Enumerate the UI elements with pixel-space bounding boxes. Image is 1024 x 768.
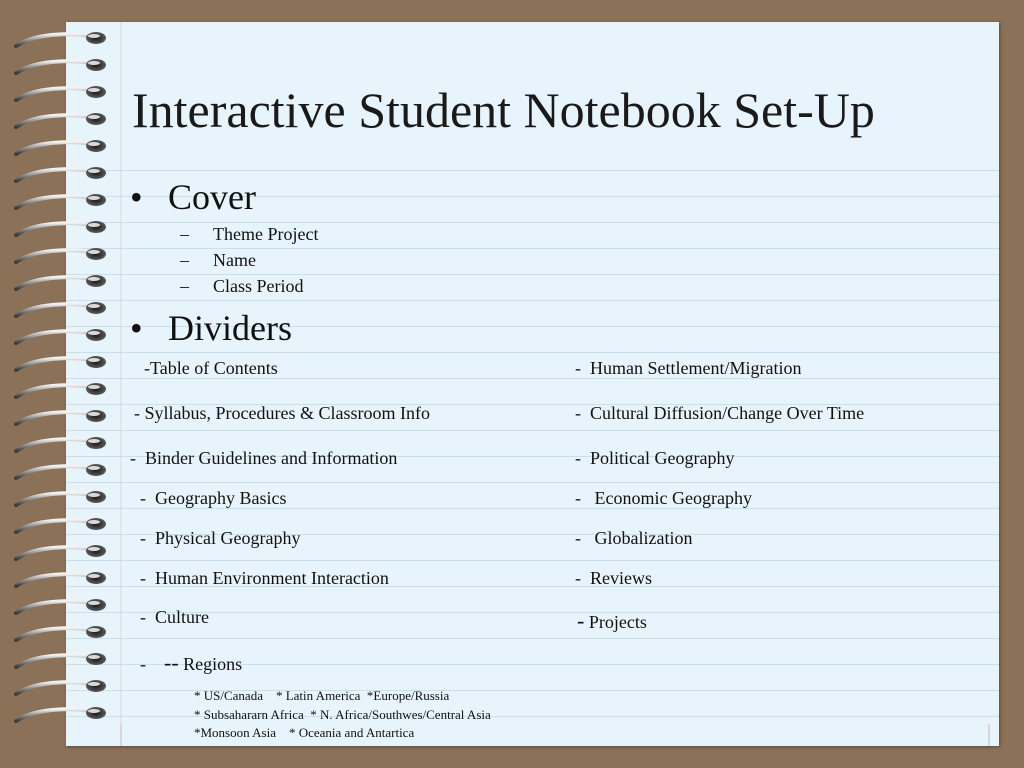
divider-item: - Physical Geography [140,528,301,548]
divider-item: - Culture [140,607,209,627]
ruled-line [66,352,999,353]
cover-item: – Class Period [180,276,304,296]
divider-item: - Human Environment Interaction [140,568,389,588]
spiral-ring [14,84,114,106]
spiral-ring [14,570,114,592]
cover-heading: Cover [168,177,256,217]
regions-prefix: - [140,654,146,674]
spiral-ring [14,651,114,673]
regions-dashes: -- [164,650,179,675]
spiral-ring [14,543,114,565]
spiral-ring [14,408,114,430]
spiral-ring [14,300,114,322]
divider-item: - Globalization [575,528,693,548]
spiral-ring [14,705,114,727]
cover-item: – Name [180,250,256,270]
spiral-ring [14,273,114,295]
divider-item: -Table of Contents [144,358,278,378]
ruled-line [66,300,999,301]
spiral-ring [14,246,114,268]
divider-item: - Geography Basics [140,488,287,508]
projects-dash: - [577,608,585,633]
divider-item-regions [140,652,242,675]
divider-item: - Human Settlement/Migration [575,358,802,378]
spiral-ring [14,516,114,538]
regions-list-line: * Subsahararn Africa * N. Africa/Southwes/Central Asia [194,707,491,722]
spiral-ring [14,462,114,484]
divider-item: - Reviews [575,568,652,588]
ruled-line [66,482,999,483]
spiral-ring [14,489,114,511]
spiral-ring [14,624,114,646]
regions-list-line: *Monsoon Asia * Oceania and Antartica [194,725,415,740]
projects-label: Projects [588,612,647,632]
divider-item: - Political Geography [575,448,735,468]
cover-item-label: Name [213,250,256,270]
bullet-cover [130,177,256,217]
page-edge-mark [120,724,122,746]
bullet-dot: • [130,177,143,217]
spiral-ring [14,678,114,700]
regions-list-line: * US/Canada * Latin America *Europe/Russia [194,688,450,703]
spiral-ring [14,165,114,187]
bullet-dividers [130,308,292,348]
ruled-line [66,170,999,171]
divider-item: - Syllabus, Procedures & Classroom Info [134,403,430,423]
cover-item-label: Theme Project [213,224,319,244]
divider-item: - Cultural Diffusion/Change Over Time [575,403,865,423]
spiral-ring [14,381,114,403]
divider-item: - Economic Geography [575,488,752,508]
ruled-line [66,560,999,561]
spiral-ring [14,30,114,52]
page-edge-mark [988,724,990,746]
spiral-ring [14,435,114,457]
spiral-ring [14,219,114,241]
ruled-line [66,638,999,639]
divider-item-projects [577,610,647,633]
spiral-binding [0,22,120,746]
cover-item: – Theme Project [180,224,319,244]
bullet-dot: • [130,308,143,348]
dividers-heading: Dividers [168,308,292,348]
divider-item: - Binder Guidelines and Information [130,448,398,468]
regions-label: Regions [183,654,243,674]
spiral-ring [14,354,114,376]
spiral-ring [14,597,114,619]
cover-item-label: Class Period [213,276,304,296]
spiral-ring [14,111,114,133]
spiral-ring [14,192,114,214]
spiral-ring [14,327,114,349]
ruled-line [66,430,999,431]
page-title: Interactive Student Notebook Set-Up [132,82,875,138]
spiral-ring [14,138,114,160]
spiral-ring [14,57,114,79]
